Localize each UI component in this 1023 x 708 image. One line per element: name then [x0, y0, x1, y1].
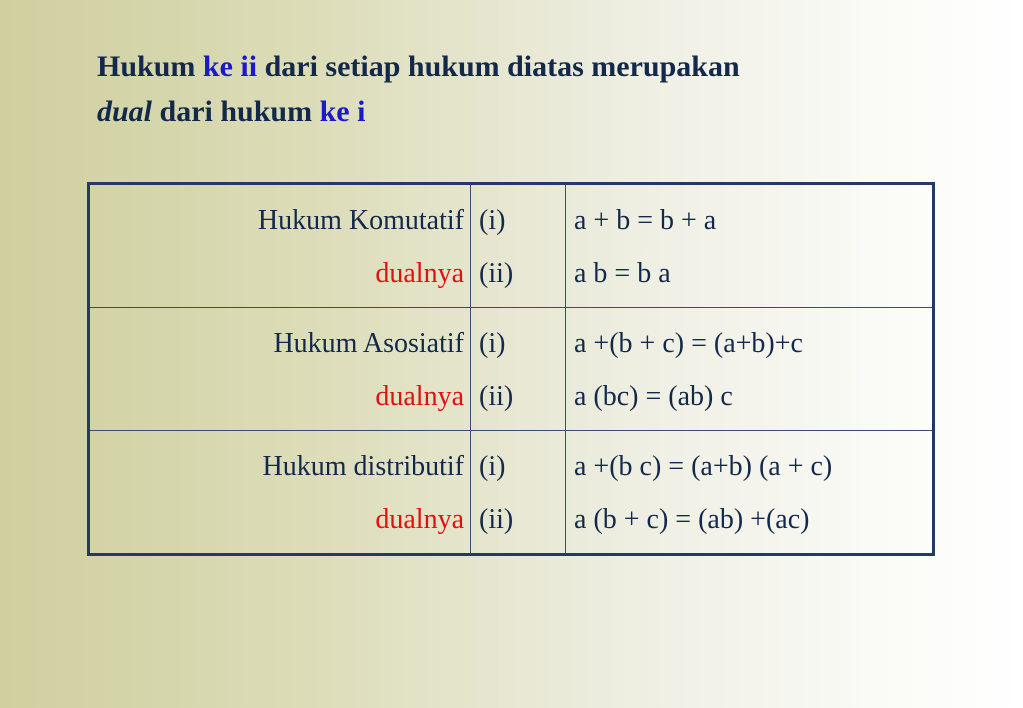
heading-highlight: ke i — [319, 95, 366, 128]
heading-text: Hukum — [97, 50, 203, 83]
law-name: Hukum Komutatif — [257, 205, 464, 236]
law-name-cell — [89, 184, 471, 308]
law-number-cell — [471, 431, 566, 555]
law-name: Hukum distributif — [262, 451, 464, 482]
law-expression-cell — [566, 308, 934, 431]
law-expression: a +(b c) = (a+b) (a + c) — [574, 451, 833, 482]
law-number: (ii) — [479, 258, 514, 289]
law-number: (ii) — [479, 381, 514, 412]
heading-dual-word: dual — [97, 95, 153, 128]
heading-line-1 — [97, 44, 977, 89]
dual-label: dualnya — [375, 381, 464, 412]
heading-text: dari hukum — [152, 95, 320, 128]
law-name-cell — [89, 431, 471, 555]
law-number-cell — [471, 184, 566, 308]
law-number: (i) — [479, 328, 506, 359]
heading-highlight: ke ii — [202, 50, 258, 83]
law-expression: a (bc) = (ab) c — [574, 381, 733, 412]
law-name: Hukum Asosiatif — [273, 328, 464, 359]
law-number: (ii) — [479, 504, 514, 535]
law-expression: a + b = b + a — [574, 205, 717, 236]
table-row — [89, 308, 934, 431]
table-row — [89, 184, 934, 308]
law-expression-cell — [566, 184, 934, 308]
law-number-cell — [471, 308, 566, 431]
dual-label: dualnya — [375, 258, 464, 289]
heading-text: dari setiap hukum diatas merupakan — [257, 50, 740, 83]
law-number: (i) — [479, 205, 506, 236]
table-row — [89, 431, 934, 555]
law-expression: a +(b + c) = (a+b)+c — [574, 328, 803, 359]
law-name-cell — [89, 308, 471, 431]
law-number: (i) — [479, 451, 506, 482]
law-expression-cell — [566, 431, 934, 555]
slide-heading — [97, 44, 977, 134]
laws-table — [87, 182, 935, 556]
dual-label: dualnya — [375, 504, 464, 535]
heading-line-2 — [97, 89, 977, 134]
law-expression: a (b + c) = (ab) +(ac) — [574, 504, 810, 535]
law-expression: a b = b a — [574, 258, 671, 289]
